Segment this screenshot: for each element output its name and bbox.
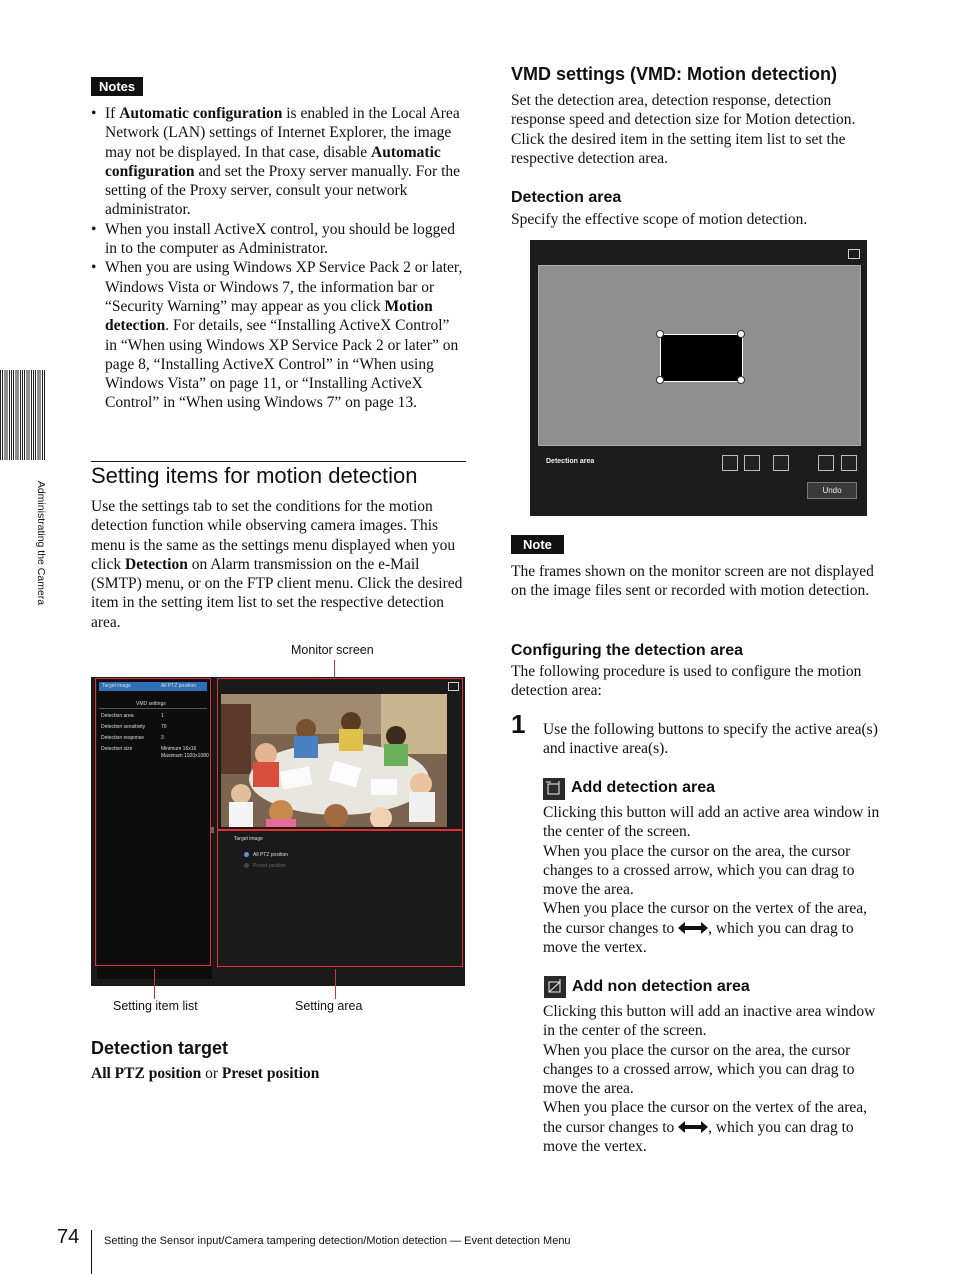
callout-monitor-screen: Monitor screen: [291, 643, 374, 657]
note-badge: Note: [511, 535, 564, 554]
callout-line: [335, 969, 336, 999]
target-image-title: Target image: [234, 836, 263, 842]
add-detection-text: Clicking this button will add an active area window in the center of the screen. When you place the cursor on the area, the cursor changes to a crossed arrow, which you can drag to move the area. When you place the cursor on the vertex of the area, the cursor changes to , which you can drag to move the vertex.: [543, 804, 880, 957]
side-tab-stripes: [0, 370, 46, 460]
detection-target-heading: Detection target: [91, 1038, 229, 1058]
vertex-handle[interactable]: [737, 330, 745, 338]
add-detection-area-icon[interactable]: [722, 455, 738, 471]
note-paragraph: The frames shown on the monitor screen are not displayed on the image files sent or recorded with motion detection.: [511, 563, 874, 600]
target-image-row[interactable]: Target image All PTZ position: [99, 682, 207, 691]
configuring-heading: Configuring the detection area: [511, 642, 744, 659]
note-badge-wrap: [511, 535, 564, 554]
fullscreen-icon[interactable]: [448, 682, 459, 691]
page-number: 74: [57, 1226, 80, 1248]
detection-area-label: Detection area: [546, 458, 595, 465]
add-non-detection-area-icon: [544, 976, 566, 998]
min-size-icon[interactable]: [818, 455, 834, 471]
add-detection-heading: Add detection area: [571, 779, 716, 796]
callout-setting-area: Setting area: [295, 999, 363, 1013]
setting-area-frame: [217, 830, 463, 967]
add-detection-area-icon: [543, 778, 565, 800]
setting-item-list-frame: [95, 678, 211, 966]
row-detection-response[interactable]: Detection response: [101, 735, 145, 741]
max-size-icon[interactable]: [841, 455, 857, 471]
detection-area-screenshot: [530, 240, 867, 516]
add-non-detection-area-icon[interactable]: [744, 455, 760, 471]
undo-button[interactable]: Undo: [807, 482, 857, 499]
settings-screenshot: Target image All PTZ position VMD settings Detection area 1 Detection sensitivity 70 Detection response 3 Detection size Minimum 16x16 Maximum 1920x1080 Target image All PTZ position Preset position: [91, 677, 465, 986]
note-item: • When you are using Windows XP Service Pack 2 or later, Windows Vista or Windows 7, the information bar or “Security Warning” may appear as you click Motion detection. For details, see “Installing ActiveX Control” in “When using Windows XP Service Pack 2 or later” on page 8, “Installing ActiveX Control” in “When using Windows Vista” on page 11, or “Installing ActiveX Control” in “When using Windows 7” on page 13.: [91, 258, 465, 412]
footer-rule: [91, 1230, 92, 1274]
side-tab-label: Administrating the Camera: [35, 480, 47, 606]
setting-items-paragraph: Use the settings tab to set the conditions for the motion detection function while observing camera images. This menu is the same as the settings menu displayed when you click Detection on Alarm transmission on the e-Mail (SMTP) menu, or on the FTP client menu. Click the desired item in the setting item list to set the respective detection area.: [91, 498, 463, 631]
configuring-paragraph: The following procedure is used to configure the motion detection area:: [511, 663, 862, 700]
vertex-handle[interactable]: [656, 376, 664, 384]
note-item: • If Automatic configuration is enabled in the Local Area Network (LAN) settings of Internet Explorer, the image may not be displayed. In that case, disable Automatic configuration and set the Proxy server manually. For the setting of the Proxy server, consult your network administrator.: [91, 104, 465, 220]
splitter-handle[interactable]: [211, 827, 214, 833]
detection-window[interactable]: [660, 334, 743, 382]
row-detection-area[interactable]: Detection area: [101, 713, 134, 719]
fullscreen-icon[interactable]: [848, 249, 860, 259]
vmd-heading: VMD settings (VMD: Motion detection): [511, 64, 837, 84]
double-arrow-icon: [678, 922, 708, 934]
add-non-detection-text: Clicking this button will add an inactive area window in the center of the screen. When you place the cursor on the area, the cursor changes to a crossed arrow, which you can drag to move the area. When you place the cursor on the vertex of the area, the cursor changes to , which you can drag to move the vertex.: [543, 1003, 876, 1156]
callout-line: [154, 969, 155, 999]
vmd-settings-label[interactable]: VMD settings: [136, 701, 166, 707]
setting-items-heading: Setting items for motion detection: [91, 463, 418, 488]
callout-setting-item-list: Setting item list: [113, 999, 198, 1013]
double-arrow-icon: [678, 1121, 708, 1133]
notes-list: [91, 104, 465, 413]
row-detection-sensitivity[interactable]: Detection sensitivity: [101, 724, 146, 730]
camera-image: [221, 694, 447, 827]
radio-all-ptz[interactable]: [244, 852, 249, 857]
add-non-detection-heading: Add non detection area: [572, 978, 750, 995]
classroom-photo: [221, 694, 447, 827]
section-rule: [91, 461, 466, 462]
detection-area-heading: Detection area: [511, 189, 622, 206]
vertex-handle[interactable]: [737, 376, 745, 384]
note-item: • When you install ActiveX control, you should be logged in to the computer as Administrator.: [91, 220, 465, 259]
detection-area-paragraph: Specify the effective scope of motion detection.: [511, 211, 808, 228]
step-number: 1: [511, 709, 526, 739]
detection-target-text: All PTZ position or Preset position: [91, 1065, 320, 1082]
step-text: Use the following buttons to specify the active area(s) and inactive area(s).: [543, 721, 878, 758]
notes-badge-wrap: [91, 77, 143, 96]
callout-line: [334, 660, 335, 678]
radio-preset[interactable]: [244, 863, 249, 868]
notes-badge: Notes: [91, 77, 143, 96]
footer-text: Setting the Sensor input/Camera tampering detection/Motion detection — Event detection Menu: [104, 1235, 571, 1247]
row-detection-size[interactable]: Detection size: [101, 746, 133, 752]
vertex-handle[interactable]: [656, 330, 664, 338]
delete-area-icon[interactable]: [773, 455, 789, 471]
vmd-paragraph: Set the detection area, detection response, detection response speed and detection size for Motion detection. Click the desired item in the setting item list to set the respective detection area.: [511, 92, 856, 167]
